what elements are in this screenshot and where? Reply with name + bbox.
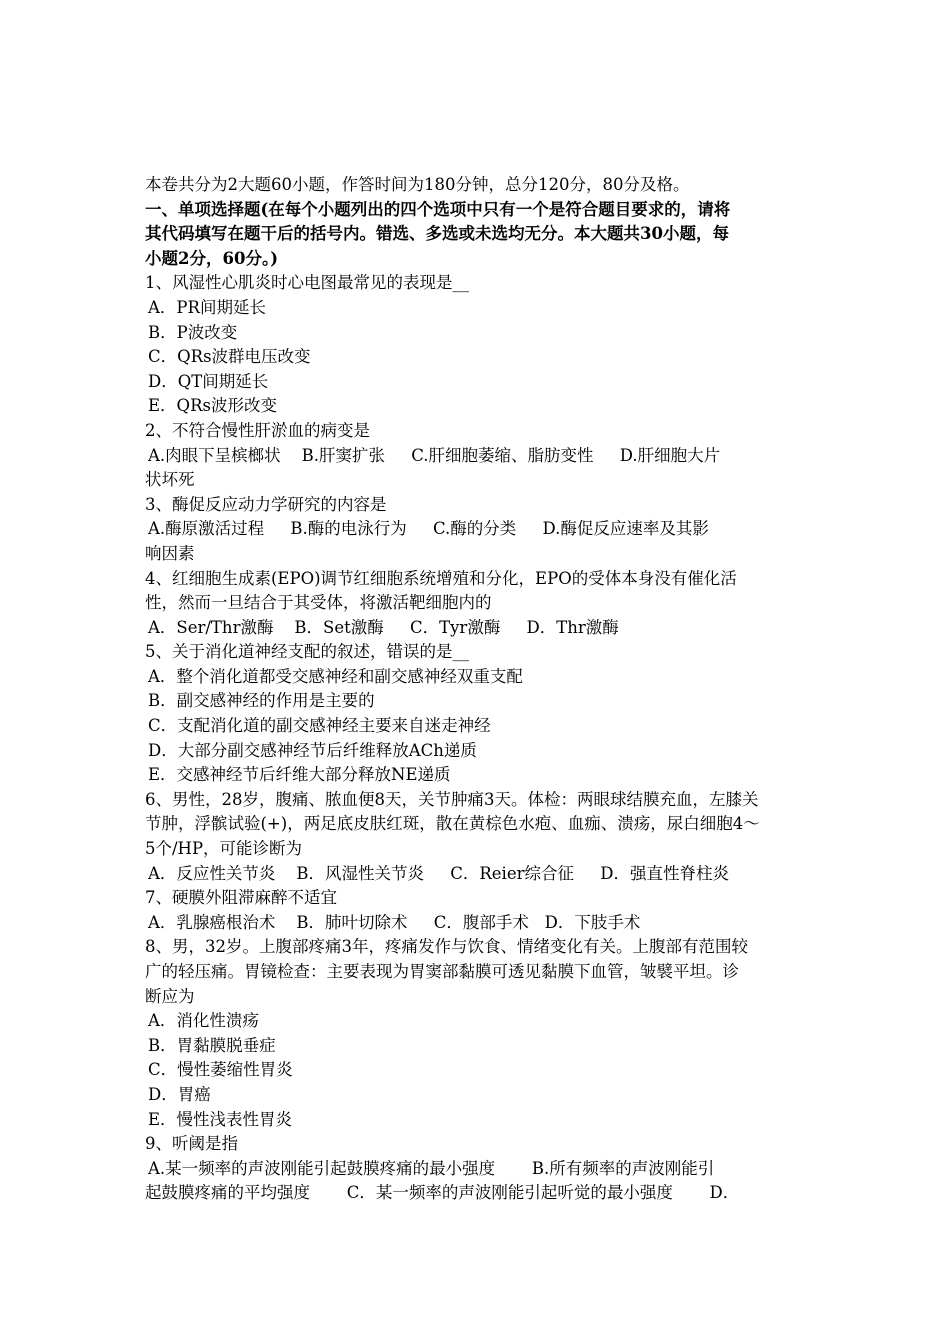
- answer-option-line: A.肉眼下呈槟榔状 B.肝窦扩张 C.肝细胞萎缩、脂肪变性 D.肝细胞大片: [148, 445, 721, 465]
- question-text-line: 9、听阈是指: [145, 1134, 238, 1154]
- question-text-line: 2、不符合慢性肝淤血的病变是: [145, 420, 370, 440]
- section-title-line-3: 小题2分，60分。): [145, 248, 278, 268]
- question-text-line: 响因素: [145, 543, 195, 563]
- question-text-line: 广的轻压痛。胃镜检查：主要表现为胃窦部黏膜可透见黏膜下血管，皱襞平坦。诊: [145, 962, 739, 981]
- answer-option-line: E．慢性浅表性胃炎: [148, 1109, 293, 1129]
- question-text-line: 5个/HP，可能诊断为: [145, 839, 303, 859]
- answer-option-line: A．乳腺癌根治术 B．肺叶切除术 C．腹部手术 D．下肢手术: [148, 912, 641, 932]
- answer-option-line: A.酶原激活过程 B.酶的电泳行为 C.酶的分类 D.酶促反应速率及其影: [148, 519, 709, 539]
- answer-option-line: E．交感神经节后纤维大部分释放NE递质: [148, 765, 451, 785]
- answer-option-line: A．PR间期延长: [148, 297, 266, 317]
- question-list: [145, 271, 810, 1206]
- answer-option-line: B．P波改变: [148, 322, 238, 342]
- question-text-line: 节肿，浮髌试验(+)，两足底皮肤红斑，散在黄棕色水疱、血痂、溃疡，尿白细胞4～: [145, 814, 760, 834]
- question-text-line: 6、男性，28岁，腹痛、脓血便8天，关节肿痛3天。体检：两眼球结膜充血，左膝关: [145, 789, 759, 809]
- question-text-line: 3、酶促反应动力学研究的内容是: [145, 494, 387, 514]
- question-text-line: 状坏死: [145, 470, 195, 490]
- answer-option-line: D．胃癌: [148, 1084, 211, 1104]
- answer-option-line: D．大部分副交感神经节后纤维释放ACh递质: [148, 740, 477, 760]
- answer-option-line: C．慢性萎缩性胃炎: [148, 1060, 293, 1080]
- question-text-line: 性，然而一旦结合于其受体，将激活靶细胞内的: [145, 593, 492, 613]
- answer-option-line: D．QT间期延长: [148, 371, 269, 391]
- section-title-line-1: 一、单项选择题(在每个小题列出的四个选项中只有一个是符合题目要求的，请将: [145, 199, 731, 219]
- answer-option-line: E．QRs波形改变: [148, 396, 277, 416]
- answer-option-line: A.某一频率的声波刚能引起鼓膜疼痛的最小强度 B.所有频率的声波刚能引: [148, 1158, 715, 1178]
- answer-option-line: C．支配消化道的副交感神经主要来自迷走神经: [148, 716, 491, 736]
- answer-option-line: B．副交感神经的作用是主要的: [148, 691, 375, 711]
- answer-option-line: A．消化性溃疡: [148, 1011, 259, 1031]
- exam-page: [145, 173, 810, 1206]
- question-text-line: 起鼓膜疼痛的平均强度 C．某一频率的声波刚能引起听觉的最小强度 D．: [145, 1183, 740, 1203]
- question-text-line: 4、红细胞生成素(EPO)调节红细胞系统增殖和分化，EPO的受体本身没有催化活: [145, 568, 737, 588]
- question-text-line: 7、硬膜外阻滞麻醉不适宜: [145, 888, 337, 908]
- answer-option-line: A．整个消化道都受交感神经和副交感神经双重支配: [148, 666, 523, 686]
- question-text-line: 断应为: [145, 986, 195, 1006]
- section-title-line-2: 其代码填写在题干后的括号内。错选、多选或未选均无分。本大题共30小题，每: [145, 224, 729, 244]
- answer-option-line: B．胃黏膜脱垂症: [148, 1035, 276, 1055]
- answer-option-line: A．反应性关节炎 B．风湿性关节炎 C．Reier综合征 D．强直性脊柱炎: [148, 863, 729, 883]
- exam-intro: 本卷共分为2大题60小题，作答时间为180分钟，总分120分，80分及格。: [145, 175, 690, 194]
- question-text-line: 5、关于消化道神经支配的叙述，错误的是__: [145, 642, 469, 662]
- question-text-line: 8、男，32岁。上腹部疼痛3年，疼痛发作与饮食、情绪变化有关。上腹部有范围较: [145, 937, 748, 957]
- answer-option-line: A．Ser/Thr激酶 B．Set激酶 C．Tyr激酶 D．Thr激酶: [148, 617, 619, 637]
- answer-option-line: C．QRs波群电压改变: [148, 347, 311, 367]
- question-text-line: 1、风湿性心肌炎时心电图最常见的表现是__: [145, 273, 469, 293]
